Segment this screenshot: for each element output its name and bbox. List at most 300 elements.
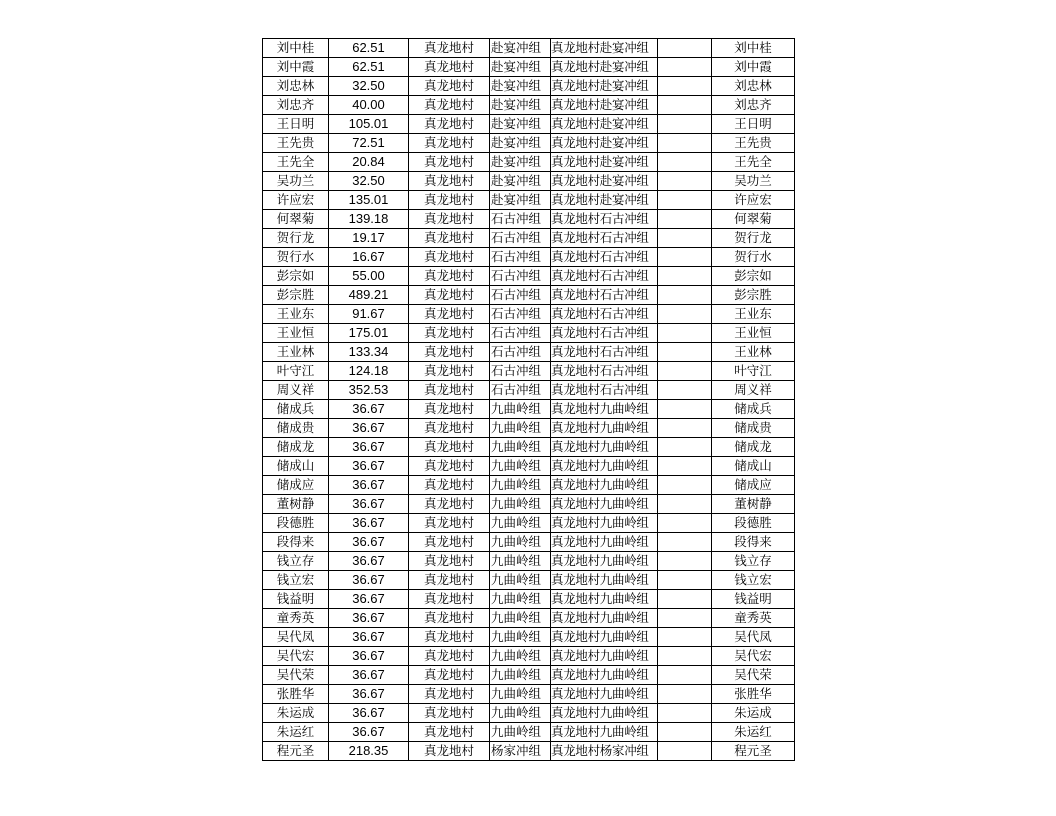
table-row (263, 134, 795, 153)
address-cell: 真龙地村赴宴冲组 (551, 58, 658, 77)
blank-cell (658, 609, 712, 628)
table-row (263, 153, 795, 172)
group-cell: 石古冲组 (490, 362, 551, 381)
village-cell: 真龙地村 (409, 172, 490, 191)
village-cell: 真龙地村 (409, 628, 490, 647)
name-cell: 彭宗如 (263, 267, 329, 286)
name-cell: 吴功兰 (263, 172, 329, 191)
area-cell: 139.18 (329, 210, 409, 229)
address-cell: 真龙地村杨家冲组 (551, 742, 658, 761)
village-cell: 真龙地村 (409, 400, 490, 419)
area-cell: 175.01 (329, 324, 409, 343)
area-cell: 32.50 (329, 172, 409, 191)
signer-cell: 彭宗如 (712, 267, 795, 286)
blank-cell (658, 438, 712, 457)
table-row (263, 39, 795, 58)
signer-cell: 王先全 (712, 153, 795, 172)
signer-cell: 钱立宏 (712, 571, 795, 590)
village-cell: 真龙地村 (409, 115, 490, 134)
village-cell: 真龙地村 (409, 153, 490, 172)
table-row (263, 172, 795, 191)
group-cell: 九曲岭组 (490, 419, 551, 438)
group-cell: 九曲岭组 (490, 552, 551, 571)
table-row (263, 685, 795, 704)
signer-cell: 吴代凤 (712, 628, 795, 647)
blank-cell (658, 191, 712, 210)
name-cell: 王业林 (263, 343, 329, 362)
blank-cell (658, 571, 712, 590)
name-cell: 钱立宏 (263, 571, 329, 590)
blank-cell (658, 286, 712, 305)
table-row (263, 400, 795, 419)
name-cell: 董树静 (263, 495, 329, 514)
name-cell: 刘中霞 (263, 58, 329, 77)
address-cell: 真龙地村九曲岭组 (551, 685, 658, 704)
signer-cell: 叶守江 (712, 362, 795, 381)
area-cell: 19.17 (329, 229, 409, 248)
area-cell: 36.67 (329, 400, 409, 419)
group-cell: 石古冲组 (490, 229, 551, 248)
area-cell: 36.67 (329, 457, 409, 476)
area-cell: 36.67 (329, 571, 409, 590)
blank-cell (658, 324, 712, 343)
village-cell: 真龙地村 (409, 533, 490, 552)
village-cell: 真龙地村 (409, 742, 490, 761)
group-cell: 石古冲组 (490, 324, 551, 343)
area-cell: 36.67 (329, 704, 409, 723)
area-cell: 40.00 (329, 96, 409, 115)
area-cell: 32.50 (329, 77, 409, 96)
address-cell: 真龙地村赴宴冲组 (551, 191, 658, 210)
area-cell: 36.67 (329, 514, 409, 533)
area-cell: 36.67 (329, 685, 409, 704)
signer-cell: 钱立存 (712, 552, 795, 571)
blank-cell (658, 723, 712, 742)
village-cell: 真龙地村 (409, 39, 490, 58)
area-cell: 36.67 (329, 723, 409, 742)
signer-cell: 贺行水 (712, 248, 795, 267)
table-row (263, 514, 795, 533)
signer-cell: 童秀英 (712, 609, 795, 628)
village-cell: 真龙地村 (409, 305, 490, 324)
signer-cell: 刘中桂 (712, 39, 795, 58)
table-row (263, 248, 795, 267)
name-cell: 张胜华 (263, 685, 329, 704)
group-cell: 石古冲组 (490, 248, 551, 267)
blank-cell (658, 552, 712, 571)
signer-cell: 董树静 (712, 495, 795, 514)
name-cell: 王业恒 (263, 324, 329, 343)
group-cell: 杨家冲组 (490, 742, 551, 761)
group-cell: 九曲岭组 (490, 514, 551, 533)
address-cell: 真龙地村石古冲组 (551, 229, 658, 248)
blank-cell (658, 628, 712, 647)
village-cell: 真龙地村 (409, 362, 490, 381)
group-cell: 九曲岭组 (490, 571, 551, 590)
address-cell: 真龙地村九曲岭组 (551, 495, 658, 514)
village-cell: 真龙地村 (409, 58, 490, 77)
village-cell: 真龙地村 (409, 248, 490, 267)
address-cell: 真龙地村九曲岭组 (551, 590, 658, 609)
signer-cell: 吴代荣 (712, 666, 795, 685)
area-cell: 36.67 (329, 666, 409, 685)
name-cell: 程元圣 (263, 742, 329, 761)
name-cell: 王业东 (263, 305, 329, 324)
address-cell: 真龙地村九曲岭组 (551, 723, 658, 742)
address-cell: 真龙地村石古冲组 (551, 267, 658, 286)
area-cell: 105.01 (329, 115, 409, 134)
table-row (263, 704, 795, 723)
area-cell: 218.35 (329, 742, 409, 761)
signer-cell: 刘中霞 (712, 58, 795, 77)
address-cell: 真龙地村九曲岭组 (551, 514, 658, 533)
name-cell: 王日明 (263, 115, 329, 134)
name-cell: 储成龙 (263, 438, 329, 457)
name-cell: 朱运成 (263, 704, 329, 723)
group-cell: 赴宴冲组 (490, 96, 551, 115)
blank-cell (658, 419, 712, 438)
address-cell: 真龙地村九曲岭组 (551, 457, 658, 476)
village-cell: 真龙地村 (409, 438, 490, 457)
group-cell: 石古冲组 (490, 286, 551, 305)
table-row (263, 438, 795, 457)
area-cell: 36.67 (329, 628, 409, 647)
village-cell: 真龙地村 (409, 647, 490, 666)
name-cell: 钱立存 (263, 552, 329, 571)
blank-cell (658, 153, 712, 172)
table-row (263, 495, 795, 514)
signer-cell: 储成兵 (712, 400, 795, 419)
area-cell: 36.67 (329, 419, 409, 438)
blank-cell (658, 267, 712, 286)
signer-cell: 储成应 (712, 476, 795, 495)
address-cell: 真龙地村石古冲组 (551, 343, 658, 362)
name-cell: 王先贵 (263, 134, 329, 153)
group-cell: 九曲岭组 (490, 400, 551, 419)
blank-cell (658, 343, 712, 362)
signer-cell: 储成龙 (712, 438, 795, 457)
village-cell: 真龙地村 (409, 685, 490, 704)
name-cell: 储成贵 (263, 419, 329, 438)
address-cell: 真龙地村九曲岭组 (551, 400, 658, 419)
village-cell: 真龙地村 (409, 210, 490, 229)
address-cell: 真龙地村九曲岭组 (551, 628, 658, 647)
blank-cell (658, 96, 712, 115)
blank-cell (658, 457, 712, 476)
signer-cell: 储成山 (712, 457, 795, 476)
group-cell: 石古冲组 (490, 343, 551, 362)
signer-cell: 许应宏 (712, 191, 795, 210)
table-row (263, 723, 795, 742)
village-cell: 真龙地村 (409, 552, 490, 571)
village-cell: 真龙地村 (409, 381, 490, 400)
address-cell: 真龙地村赴宴冲组 (551, 153, 658, 172)
signer-cell: 王业东 (712, 305, 795, 324)
village-cell: 真龙地村 (409, 609, 490, 628)
signer-cell: 程元圣 (712, 742, 795, 761)
village-cell: 真龙地村 (409, 666, 490, 685)
address-cell: 真龙地村九曲岭组 (551, 609, 658, 628)
signer-cell: 王业林 (712, 343, 795, 362)
area-cell: 489.21 (329, 286, 409, 305)
table-row (263, 419, 795, 438)
name-cell: 钱益明 (263, 590, 329, 609)
group-cell: 石古冲组 (490, 267, 551, 286)
table-row (263, 457, 795, 476)
area-cell: 55.00 (329, 267, 409, 286)
area-cell: 36.67 (329, 590, 409, 609)
blank-cell (658, 229, 712, 248)
name-cell: 刘中桂 (263, 39, 329, 58)
table-row (263, 77, 795, 96)
village-cell: 真龙地村 (409, 77, 490, 96)
area-cell: 36.67 (329, 533, 409, 552)
address-cell: 真龙地村石古冲组 (551, 324, 658, 343)
signer-cell: 吴代宏 (712, 647, 795, 666)
group-cell: 石古冲组 (490, 381, 551, 400)
group-cell: 九曲岭组 (490, 533, 551, 552)
table-row (263, 210, 795, 229)
signer-cell: 王先贵 (712, 134, 795, 153)
blank-cell (658, 742, 712, 761)
group-cell: 九曲岭组 (490, 704, 551, 723)
address-cell: 真龙地村石古冲组 (551, 362, 658, 381)
name-cell: 刘忠齐 (263, 96, 329, 115)
signer-cell: 储成贵 (712, 419, 795, 438)
blank-cell (658, 495, 712, 514)
table-row (263, 590, 795, 609)
blank-cell (658, 381, 712, 400)
area-cell: 133.34 (329, 343, 409, 362)
group-cell: 赴宴冲组 (490, 172, 551, 191)
area-cell: 352.53 (329, 381, 409, 400)
village-cell: 真龙地村 (409, 419, 490, 438)
signer-cell: 钱益明 (712, 590, 795, 609)
blank-cell (658, 590, 712, 609)
table-row (263, 229, 795, 248)
group-cell: 石古冲组 (490, 305, 551, 324)
group-cell: 赴宴冲组 (490, 39, 551, 58)
signer-cell: 朱运红 (712, 723, 795, 742)
table-row (263, 305, 795, 324)
address-cell: 真龙地村九曲岭组 (551, 533, 658, 552)
group-cell: 九曲岭组 (490, 590, 551, 609)
blank-cell (658, 115, 712, 134)
area-cell: 36.67 (329, 552, 409, 571)
group-cell: 九曲岭组 (490, 495, 551, 514)
area-cell: 36.67 (329, 609, 409, 628)
group-cell: 赴宴冲组 (490, 115, 551, 134)
records-table (262, 38, 795, 761)
area-cell: 91.67 (329, 305, 409, 324)
area-cell: 135.01 (329, 191, 409, 210)
table-row (263, 96, 795, 115)
table-row (263, 628, 795, 647)
signer-cell: 吴功兰 (712, 172, 795, 191)
name-cell: 吴代荣 (263, 666, 329, 685)
name-cell: 吴代凤 (263, 628, 329, 647)
address-cell: 真龙地村九曲岭组 (551, 419, 658, 438)
address-cell: 真龙地村九曲岭组 (551, 571, 658, 590)
area-cell: 16.67 (329, 248, 409, 267)
address-cell: 真龙地村赴宴冲组 (551, 77, 658, 96)
blank-cell (658, 647, 712, 666)
group-cell: 九曲岭组 (490, 666, 551, 685)
village-cell: 真龙地村 (409, 457, 490, 476)
signer-cell: 刘忠齐 (712, 96, 795, 115)
village-cell: 真龙地村 (409, 514, 490, 533)
name-cell: 贺行水 (263, 248, 329, 267)
signer-cell: 刘忠林 (712, 77, 795, 96)
group-cell: 赴宴冲组 (490, 58, 551, 77)
signer-cell: 朱运成 (712, 704, 795, 723)
name-cell: 储成应 (263, 476, 329, 495)
group-cell: 九曲岭组 (490, 476, 551, 495)
signer-cell: 段德胜 (712, 514, 795, 533)
name-cell: 许应宏 (263, 191, 329, 210)
village-cell: 真龙地村 (409, 476, 490, 495)
group-cell: 九曲岭组 (490, 609, 551, 628)
name-cell: 段德胜 (263, 514, 329, 533)
area-cell: 36.67 (329, 476, 409, 495)
address-cell: 真龙地村九曲岭组 (551, 704, 658, 723)
address-cell: 真龙地村九曲岭组 (551, 666, 658, 685)
blank-cell (658, 134, 712, 153)
signer-cell: 彭宗胜 (712, 286, 795, 305)
blank-cell (658, 400, 712, 419)
table-row (263, 267, 795, 286)
address-cell: 真龙地村赴宴冲组 (551, 134, 658, 153)
address-cell: 真龙地村石古冲组 (551, 381, 658, 400)
signer-cell: 王业恒 (712, 324, 795, 343)
signer-cell: 贺行龙 (712, 229, 795, 248)
blank-cell (658, 476, 712, 495)
blank-cell (658, 305, 712, 324)
table-row (263, 476, 795, 495)
name-cell: 吴代宏 (263, 647, 329, 666)
area-cell: 62.51 (329, 58, 409, 77)
table-row (263, 533, 795, 552)
blank-cell (658, 172, 712, 191)
table-row (263, 647, 795, 666)
group-cell: 赴宴冲组 (490, 134, 551, 153)
address-cell: 真龙地村九曲岭组 (551, 552, 658, 571)
blank-cell (658, 704, 712, 723)
village-cell: 真龙地村 (409, 571, 490, 590)
table-row (263, 324, 795, 343)
name-cell: 储成兵 (263, 400, 329, 419)
name-cell: 贺行龙 (263, 229, 329, 248)
name-cell: 刘忠林 (263, 77, 329, 96)
table-row (263, 286, 795, 305)
group-cell: 九曲岭组 (490, 647, 551, 666)
table-row (263, 362, 795, 381)
group-cell: 九曲岭组 (490, 457, 551, 476)
village-cell: 真龙地村 (409, 134, 490, 153)
signer-cell: 王日明 (712, 115, 795, 134)
table-row (263, 552, 795, 571)
area-cell: 62.51 (329, 39, 409, 58)
blank-cell (658, 533, 712, 552)
name-cell: 童秀英 (263, 609, 329, 628)
area-cell: 36.67 (329, 438, 409, 457)
blank-cell (658, 210, 712, 229)
group-cell: 赴宴冲组 (490, 191, 551, 210)
name-cell: 王先全 (263, 153, 329, 172)
address-cell: 真龙地村石古冲组 (551, 248, 658, 267)
village-cell: 真龙地村 (409, 590, 490, 609)
village-cell: 真龙地村 (409, 723, 490, 742)
table-row (263, 58, 795, 77)
address-cell: 真龙地村赴宴冲组 (551, 172, 658, 191)
village-cell: 真龙地村 (409, 191, 490, 210)
village-cell: 真龙地村 (409, 704, 490, 723)
area-cell: 72.51 (329, 134, 409, 153)
address-cell: 真龙地村石古冲组 (551, 286, 658, 305)
village-cell: 真龙地村 (409, 229, 490, 248)
signer-cell: 何翠菊 (712, 210, 795, 229)
table-row (263, 609, 795, 628)
village-cell: 真龙地村 (409, 286, 490, 305)
blank-cell (658, 248, 712, 267)
address-cell: 真龙地村九曲岭组 (551, 647, 658, 666)
group-cell: 九曲岭组 (490, 723, 551, 742)
table-row (263, 571, 795, 590)
address-cell: 真龙地村九曲岭组 (551, 476, 658, 495)
table-row (263, 191, 795, 210)
name-cell: 何翠菊 (263, 210, 329, 229)
area-cell: 36.67 (329, 495, 409, 514)
village-cell: 真龙地村 (409, 324, 490, 343)
table-row (263, 115, 795, 134)
group-cell: 九曲岭组 (490, 438, 551, 457)
group-cell: 九曲岭组 (490, 628, 551, 647)
blank-cell (658, 514, 712, 533)
signer-cell: 周义祥 (712, 381, 795, 400)
address-cell: 真龙地村石古冲组 (551, 210, 658, 229)
blank-cell (658, 362, 712, 381)
village-cell: 真龙地村 (409, 96, 490, 115)
address-cell: 真龙地村九曲岭组 (551, 438, 658, 457)
records-table-body (263, 39, 795, 761)
table-row (263, 343, 795, 362)
address-cell: 真龙地村石古冲组 (551, 305, 658, 324)
village-cell: 真龙地村 (409, 495, 490, 514)
group-cell: 石古冲组 (490, 210, 551, 229)
address-cell: 真龙地村赴宴冲组 (551, 39, 658, 58)
group-cell: 赴宴冲组 (490, 77, 551, 96)
blank-cell (658, 685, 712, 704)
area-cell: 20.84 (329, 153, 409, 172)
signer-cell: 段得来 (712, 533, 795, 552)
blank-cell (658, 77, 712, 96)
blank-cell (658, 666, 712, 685)
name-cell: 彭宗胜 (263, 286, 329, 305)
name-cell: 储成山 (263, 457, 329, 476)
blank-cell (658, 58, 712, 77)
address-cell: 真龙地村赴宴冲组 (551, 115, 658, 134)
table-row (263, 742, 795, 761)
group-cell: 九曲岭组 (490, 685, 551, 704)
village-cell: 真龙地村 (409, 343, 490, 362)
group-cell: 赴宴冲组 (490, 153, 551, 172)
name-cell: 周义祥 (263, 381, 329, 400)
village-cell: 真龙地村 (409, 267, 490, 286)
signer-cell: 张胜华 (712, 685, 795, 704)
area-cell: 36.67 (329, 647, 409, 666)
name-cell: 叶守江 (263, 362, 329, 381)
address-cell: 真龙地村赴宴冲组 (551, 96, 658, 115)
